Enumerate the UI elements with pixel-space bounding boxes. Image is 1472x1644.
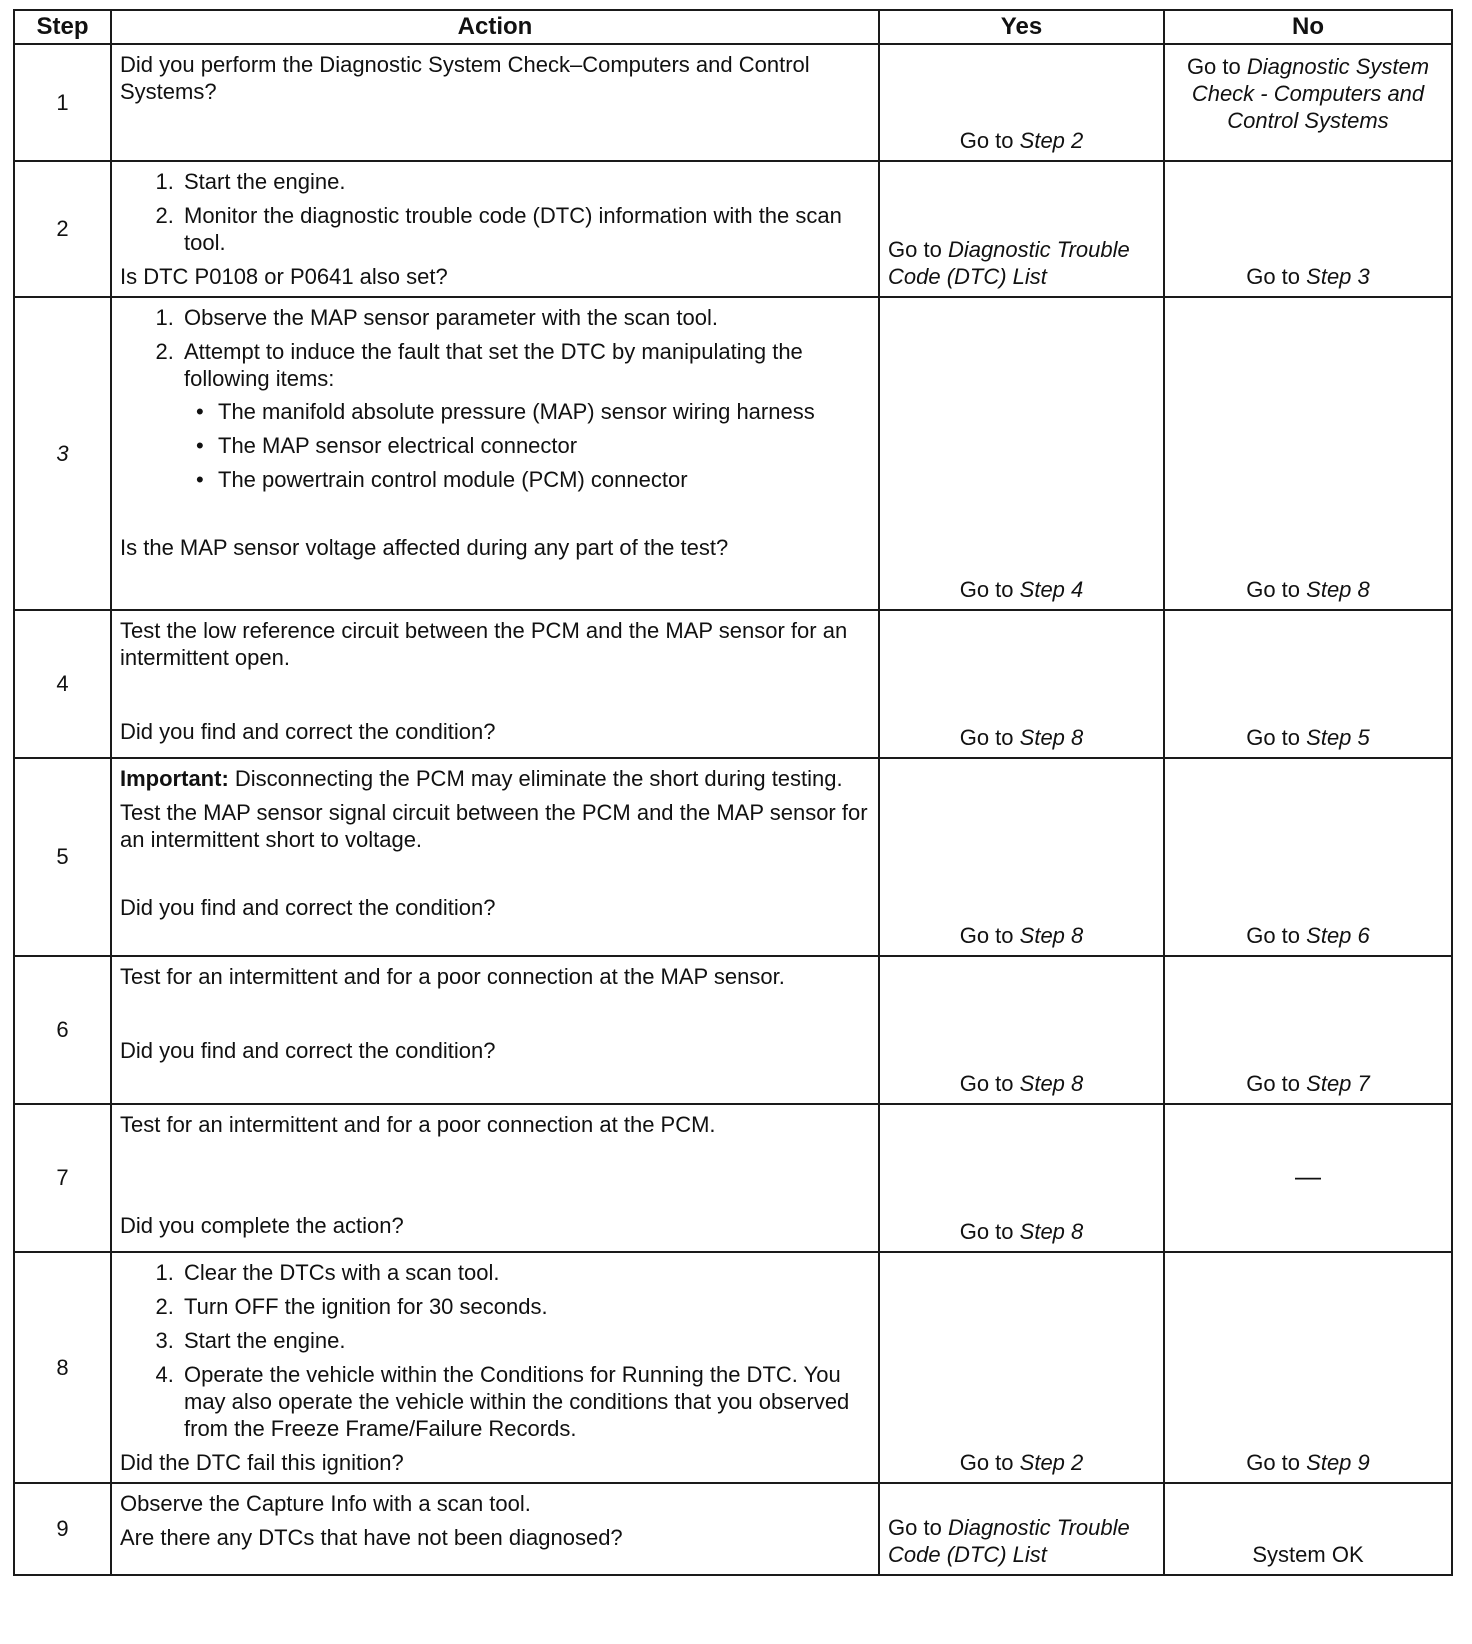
yes-target: Step 4: [1019, 577, 1084, 602]
action-text: Did you perform the Diagnostic System Check–Computers and Control Systems?: [120, 52, 810, 104]
action-text: Test for an intermittent and for a poor connection at the MAP sensor.: [120, 964, 785, 989]
action-steps: [120, 304, 868, 493]
no-prefix: Go to: [1246, 725, 1301, 750]
table-row: [14, 297, 1452, 610]
action-question: Did you find and correct the condition?: [120, 895, 496, 920]
yes-target: Step 8: [1019, 1219, 1084, 1244]
table-row: [14, 1104, 1452, 1252]
step-number: 1: [14, 44, 111, 161]
action-cell: [111, 44, 879, 161]
yes-target: Step 2: [1019, 1450, 1084, 1475]
no-target: Step 7: [1306, 1071, 1370, 1096]
action-text: Observe the Capture Info with a scan tool.: [120, 1491, 531, 1516]
action-step: 1. Observe the MAP sensor parameter with the scan tool.: [180, 304, 868, 331]
no-prefix: Go to: [1246, 923, 1301, 948]
no-cell: [1164, 297, 1452, 610]
important-label: Important:: [120, 766, 229, 791]
step-number: 9: [14, 1483, 111, 1575]
yes-cell: [879, 758, 1164, 956]
action-question: Are there any DTCs that have not been diagnosed?: [120, 1525, 623, 1550]
step-number: 6: [14, 956, 111, 1104]
step-number: 8: [14, 1252, 111, 1483]
no-prefix: Go to: [1246, 1071, 1301, 1096]
action-step: [180, 338, 868, 493]
diagnostic-table: [13, 9, 1453, 1576]
bullet-item: • The manifold absolute pressure (MAP) sensor wiring harness: [214, 398, 868, 425]
yes-prefix: Go to: [959, 923, 1014, 948]
yes-cell: [879, 956, 1164, 1104]
table-row: [14, 1252, 1452, 1483]
step-number: 5: [14, 758, 111, 956]
step-number: 4: [14, 610, 111, 758]
yes-prefix: Go to: [959, 1071, 1014, 1096]
action-step: 1. Start the engine.: [180, 168, 868, 195]
no-result: System OK: [1252, 1542, 1364, 1567]
yes-prefix: Go to: [959, 1219, 1014, 1244]
action-question: Did the DTC fail this ignition?: [120, 1450, 404, 1475]
bullet-item: • The MAP sensor electrical connector: [214, 432, 868, 459]
yes-cell: [879, 610, 1164, 758]
action-question: Did you find and correct the condition?: [120, 719, 496, 744]
action-text: Test for an intermittent and for a poor connection at the PCM.: [120, 1112, 716, 1137]
action-question: Did you find and correct the condition?: [120, 1038, 496, 1063]
no-target: Step 3: [1306, 264, 1370, 289]
yes-cell: [879, 297, 1164, 610]
action-cell: [111, 1252, 879, 1483]
yes-ref-block: [888, 236, 1155, 290]
action-step: 2. Turn OFF the ignition for 30 seconds.: [180, 1293, 868, 1320]
action-step: 4. Operate the vehicle within the Conditions for Running the DTC. You may also operate the vehicle within the conditions that you observed from the Freeze Frame/Failure Records.: [180, 1361, 868, 1442]
action-text: Test the MAP sensor signal circuit between the PCM and the MAP sensor for an intermittent short to voltage.: [120, 800, 868, 852]
yes-prefix: Go to: [888, 1515, 942, 1540]
no-target: Step 9: [1306, 1450, 1370, 1475]
action-cell: [111, 1483, 879, 1575]
yes-prefix: Go to: [959, 577, 1014, 602]
action-question: Did you complete the action?: [120, 1213, 404, 1238]
action-step: 2. Monitor the diagnostic trouble code (DTC) information with the scan tool.: [180, 202, 868, 256]
action-text: Test the low reference circuit between the PCM and the MAP sensor for an intermittent open.: [120, 618, 848, 670]
no-prefix: Go to: [1186, 54, 1241, 79]
action-question: Is the MAP sensor voltage affected during any part of the test?: [120, 535, 729, 560]
yes-prefix: Go to: [888, 237, 942, 262]
important-text: Disconnecting the PCM may eliminate the short during testing.: [234, 766, 843, 791]
step-number: 2: [14, 161, 111, 297]
no-target: Step 6: [1306, 923, 1370, 948]
header-step: Step: [14, 10, 111, 44]
yes-cell: [879, 1483, 1164, 1575]
header-no: No: [1164, 10, 1452, 44]
action-cell: [111, 297, 879, 610]
no-prefix: Go to: [1246, 577, 1301, 602]
action-steps: [120, 1259, 868, 1442]
yes-prefix: Go to: [959, 1450, 1014, 1475]
yes-target: Diagnostic Trouble Code (DTC) List: [888, 237, 1130, 289]
action-steps: [120, 168, 868, 256]
no-prefix: Go to: [1246, 1450, 1301, 1475]
no-cell: [1164, 1252, 1452, 1483]
no-target: Step 8: [1306, 577, 1370, 602]
action-cell: [111, 161, 879, 297]
no-target: Step 5: [1306, 725, 1370, 750]
table-row: [14, 161, 1452, 297]
action-step-text: Attempt to induce the fault that set the DTC by manipulating the following items:: [184, 339, 803, 391]
no-cell: [1164, 161, 1452, 297]
table-row: [14, 758, 1452, 956]
yes-target: Step 8: [1019, 1071, 1084, 1096]
table-row: [14, 44, 1452, 161]
no-cell: [1164, 44, 1452, 161]
action-step: 3. Start the engine.: [180, 1327, 868, 1354]
yes-cell: [879, 1252, 1164, 1483]
table-row: [14, 1483, 1452, 1575]
yes-target: Diagnostic Trouble Code (DTC) List: [888, 1515, 1130, 1567]
yes-ref-block: [888, 1514, 1155, 1568]
step-number: 7: [14, 1104, 111, 1252]
yes-target: Step 8: [1019, 725, 1084, 750]
header-yes: Yes: [879, 10, 1164, 44]
yes-cell: [879, 1104, 1164, 1252]
action-question: Is DTC P0108 or P0641 also set?: [120, 264, 448, 289]
yes-target: Step 8: [1019, 923, 1084, 948]
action-step: 1. Clear the DTCs with a scan tool.: [180, 1259, 868, 1286]
yes-target: Step 2: [1019, 128, 1084, 153]
action-bullets: [184, 398, 868, 493]
yes-prefix: Go to: [959, 725, 1014, 750]
table-row: [14, 610, 1452, 758]
no-cell: [1164, 758, 1452, 956]
action-cell: [111, 956, 879, 1104]
no-cell: [1164, 956, 1452, 1104]
yes-cell: [879, 44, 1164, 161]
no-dash: —: [1295, 1161, 1321, 1191]
important-note: [120, 765, 868, 792]
bullet-item: • The powertrain control module (PCM) connector: [214, 466, 868, 493]
no-cell: [1164, 1483, 1452, 1575]
table-row: [14, 956, 1452, 1104]
header-row: [14, 10, 1452, 44]
action-cell: [111, 758, 879, 956]
yes-prefix: Go to: [959, 128, 1014, 153]
action-cell: [111, 610, 879, 758]
step-number: 3: [14, 297, 111, 610]
yes-cell: [879, 161, 1164, 297]
no-target: Diagnostic System Check - Computers and Control Systems: [1191, 54, 1430, 133]
no-cell: [1164, 1104, 1452, 1252]
action-cell: [111, 1104, 879, 1252]
header-action: Action: [111, 10, 879, 44]
no-prefix: Go to: [1246, 264, 1301, 289]
no-cell: [1164, 610, 1452, 758]
